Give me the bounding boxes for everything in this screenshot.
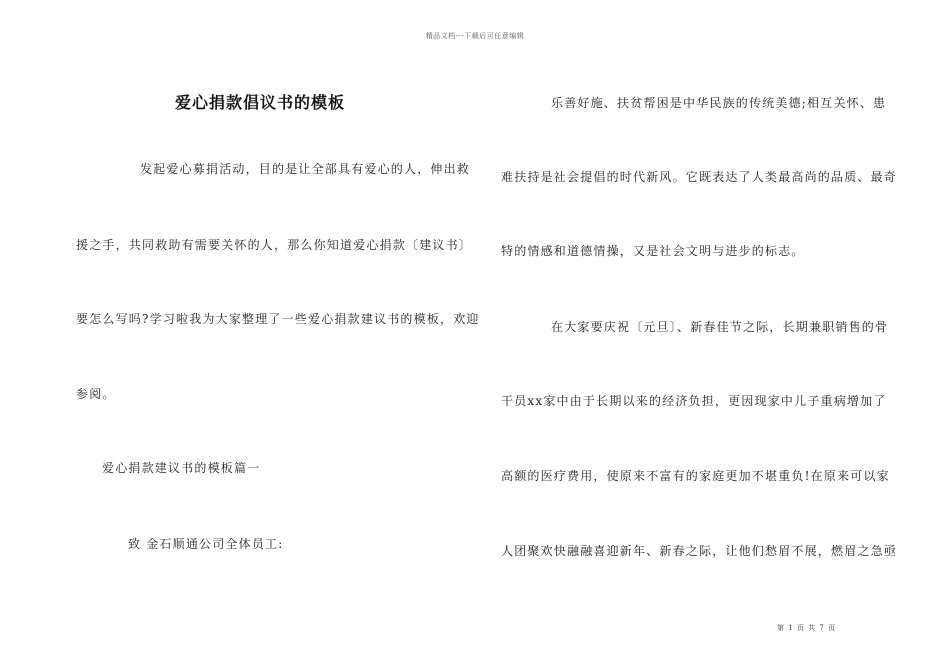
paragraph-line: 难扶持是社会提倡的时代新风。它既表达了人类最高尚的品质、最奇 (501, 170, 898, 184)
paragraph-line: 干员xx家中由于长期以来的经济负担，更因现家中儿子重病增加了 (501, 394, 887, 408)
paragraph-line: 援之手，共同救助有需要关怀的人，那么你知道爱心捐款〔建议书〕 (76, 238, 473, 252)
paragraph-line: 在大家要庆祝〔元旦〕、新春佳节之际，长期兼职销售的骨 (551, 320, 889, 334)
paragraph-line: 特的情感和道德情操，又是社会文明与进步的标志。 (501, 244, 805, 258)
paragraph-line: 乐善好施、扶贫帮困是中华民族的传统美德;相互关怀、患 (551, 96, 887, 110)
document-title: 爱心捐款倡议书的模板 (175, 93, 346, 112)
paragraph-line: 人团聚欢快融融喜迎新年、新春之际，让他们愁眉不展，燃眉之急亟 (501, 544, 898, 558)
paragraph-line: 参阅。 (76, 387, 116, 401)
salutation: 致 金石顺通公司全体员工: (128, 537, 284, 551)
paragraph-line: 高额的医疗费用，使原来不富有的家庭更加不堪重负!在原来可以家 (501, 469, 890, 483)
page-number: 第 1 页 共 7 页 (777, 624, 837, 632)
paragraph-line: 要怎么写吗?学习啦我为大家整理了一些爱心捐款建议书的模板，欢迎 (76, 312, 480, 326)
section-heading: 爱心捐款建议书的模板篇一 (102, 461, 261, 475)
header-note: 精品文档---下载后可任意编辑 (425, 32, 525, 40)
paragraph-line: 发起爱心募捐活动，目的是让全部具有爱心的人，伸出救 (140, 162, 471, 176)
